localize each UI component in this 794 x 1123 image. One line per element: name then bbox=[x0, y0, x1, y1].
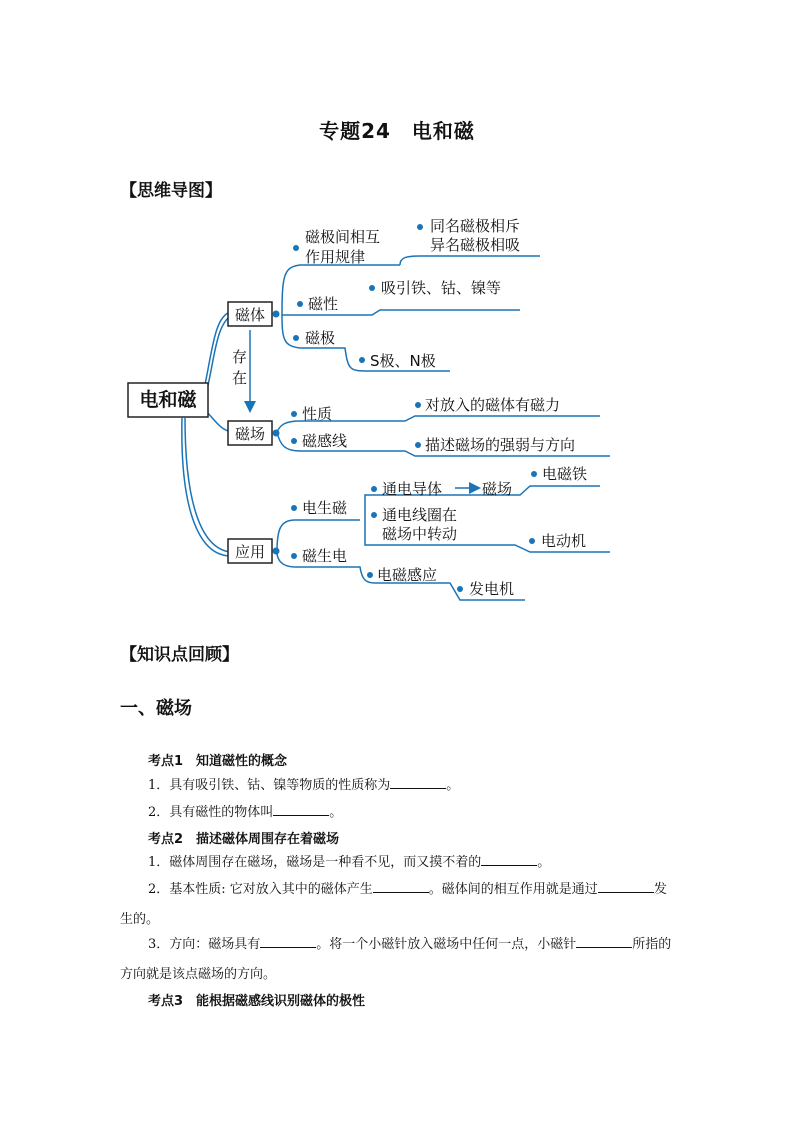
magnet-label: 磁体 bbox=[234, 306, 266, 324]
elec-mag-label: 电生磁 bbox=[302, 499, 348, 517]
exists-label-1: 存 bbox=[232, 348, 248, 366]
rule-label-1: 同名磁极相斥 bbox=[430, 217, 521, 235]
property-desc: 对放入的磁体有磁力 bbox=[425, 396, 561, 414]
blank bbox=[576, 935, 632, 948]
app-label: 应用 bbox=[234, 543, 266, 561]
poles-label: S极、N极 bbox=[370, 352, 436, 370]
coil-label-1: 通电线圈在 bbox=[382, 506, 458, 524]
motor-label: 电动机 bbox=[541, 532, 587, 550]
generator-label: 发电机 bbox=[469, 580, 515, 598]
field-label: 磁场 bbox=[234, 425, 266, 443]
lines-desc: 描述磁场的强弱与方向 bbox=[425, 436, 576, 454]
section-review-heading: 【知识点回顾】 bbox=[120, 645, 239, 665]
mag-elec-label: 磁生电 bbox=[302, 547, 348, 565]
lines-label: 磁感线 bbox=[302, 432, 348, 450]
connector-root-app bbox=[185, 418, 230, 552]
property-label: 性质 bbox=[302, 405, 333, 423]
kp1-heading: 考点1 知道磁性的概念 bbox=[148, 754, 288, 769]
blank bbox=[598, 880, 654, 893]
blank bbox=[260, 935, 316, 948]
kp3-heading: 考点3 能根据磁感线识别磁体的极性 bbox=[148, 994, 366, 1009]
magnetism-label: 磁性 bbox=[308, 295, 339, 313]
kp2-item-3: 3．方向：磁场具有 。将一个小磁针放入磁场中任何一点，小磁针 所指的方向就是该点磁场的方向。 bbox=[120, 937, 672, 982]
field-word-label: 磁场 bbox=[482, 480, 513, 498]
kp2-heading: 考点2 描述磁体周围存在着磁场 bbox=[148, 832, 340, 847]
section-mindmap-heading: 【思维导图】 bbox=[120, 181, 222, 201]
kp1-item-2: 2．具有磁性的物体叫 。 bbox=[148, 805, 343, 820]
kp2-item-1: 1．磁体周围存在磁场，磁场是一种看不见，而又摸不着的 。 bbox=[148, 855, 551, 870]
induction-label: 电磁感应 bbox=[377, 566, 438, 584]
page-title: 专题24 电和磁 bbox=[319, 119, 475, 143]
coil-label-2: 磁场中转动 bbox=[382, 525, 458, 543]
heading-magnetic-field: 一、磁场 bbox=[120, 698, 192, 719]
pole-label: 磁极 bbox=[305, 329, 336, 347]
rule-label-2: 异名磁极相吸 bbox=[430, 236, 521, 254]
exists-label-2: 在 bbox=[232, 369, 248, 387]
attract-label: 吸引铁、钴、镍等 bbox=[381, 279, 502, 297]
blank bbox=[481, 853, 537, 866]
blank bbox=[390, 776, 446, 789]
kp2-item-2: 2．基本性质: 它对放入其中的磁体产生 。磁体间的相互作用就是通过 发生的。 bbox=[120, 882, 667, 927]
root-label: 电和磁 bbox=[139, 389, 197, 411]
interaction-label-2: 作用规律 bbox=[305, 248, 366, 266]
kp1-item-1: 1．具有吸引铁、钴、镍等物质的性质称为 。 bbox=[148, 778, 460, 793]
electromagnet-label: 电磁铁 bbox=[542, 465, 588, 483]
conductor-label: 通电导体 bbox=[382, 480, 443, 498]
blank bbox=[373, 880, 429, 893]
blank bbox=[273, 803, 329, 816]
interaction-label-1: 磁极间相互 bbox=[305, 228, 381, 246]
connector-root-magnet bbox=[205, 315, 232, 398]
